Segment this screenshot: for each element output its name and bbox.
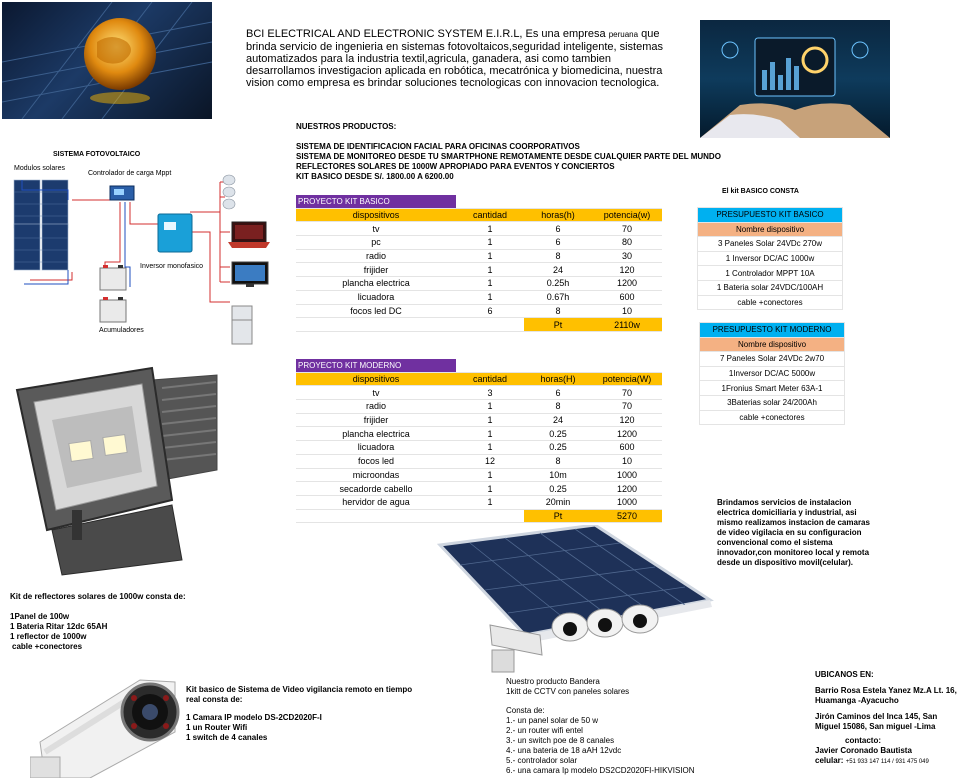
cell: 70 <box>592 386 662 400</box>
cell: 0.25h <box>524 277 592 291</box>
cell: 1 <box>456 413 524 427</box>
product-line: KIT BASICO DESDE S/. 1800.00 A 6200.00 <box>296 172 454 181</box>
cctv-item: 1 switch de 4 canales <box>186 733 268 742</box>
cell: 0.25 <box>524 427 592 441</box>
cell: 1 <box>456 263 524 277</box>
intro-line1b: que brinda <box>246 28 660 53</box>
cell: 600 <box>592 441 662 455</box>
cell: 1 <box>456 222 524 236</box>
cell: hervidor de agua <box>296 495 456 509</box>
budget-title: PRESUPUESTO KIT BASICO <box>698 208 843 223</box>
cell: radio <box>296 249 456 263</box>
cell: licuadora <box>296 441 456 455</box>
col-header: potencia(W) <box>592 372 662 386</box>
modern-kit-table <box>296 359 662 523</box>
cell: 0.67h <box>524 290 592 304</box>
col-header: potencia(w) <box>592 208 662 222</box>
basic-table-title: PROYECTO KIT BASICO <box>296 195 456 208</box>
cell: 1 <box>456 249 524 263</box>
budget-item: 7 Paneles Solar 24VDc 2w70 <box>700 352 845 367</box>
reflector-item: 1 reflector de 1000w <box>10 632 87 641</box>
col-header: dispositivos <box>296 372 456 386</box>
cell: 6 <box>524 222 592 236</box>
col-header: dispositivos <box>296 208 456 222</box>
flagship-item: 5.- controlador solar <box>506 756 578 765</box>
cell: 600 <box>592 290 662 304</box>
cell: 0.25 <box>524 441 592 455</box>
cell: 6 <box>524 236 592 250</box>
reflector-item: 1 Bateria Ritar 12dc 65AH <box>10 622 108 631</box>
cell: 1 <box>456 236 524 250</box>
pt-value: 5270 <box>592 509 662 523</box>
pv-diagram <box>10 172 280 347</box>
cell: pc <box>296 236 456 250</box>
cell: 80 <box>592 236 662 250</box>
laptop-globe-image <box>2 2 212 119</box>
col-header: horas(h) <box>524 208 592 222</box>
product-line: REFLECTORES SOLARES DE 1000W APROPIADO PARA EVENTOS Y CONCIERTOS <box>296 162 615 171</box>
col-header: cantidad <box>456 372 524 386</box>
cell: 24 <box>524 413 592 427</box>
contact-phone-row <box>815 756 957 767</box>
cell: plancha electrica <box>296 277 456 291</box>
flagship-subtitle: 1kitt de CCTV con paneles solares <box>506 687 630 696</box>
basic-kit-table <box>296 195 662 332</box>
pv-title: SISTEMA FOTOVOLTAICO <box>53 151 141 158</box>
product-line: SISTEMA DE MONITOREO DESDE TU SMARTPHONE REMOTAMENTE DESDE CUALQUIER PARTE DEL MUNDO <box>296 152 721 161</box>
cell: 30 <box>592 249 662 263</box>
col-header: cantidad <box>456 208 524 222</box>
cctv-kit <box>186 685 421 743</box>
cell: 6 <box>524 386 592 400</box>
contact-name: Javier Coronado Bautista <box>815 746 912 755</box>
budget-item: 1 Controlador MPPT 10A <box>698 266 843 281</box>
cctv-item: 1 un Router Wifi <box>186 723 248 732</box>
contact-label: contacto: <box>845 736 881 745</box>
table-row <box>296 427 662 441</box>
cell: 1000 <box>592 495 662 509</box>
cell: 1200 <box>592 277 662 291</box>
table-row <box>296 482 662 496</box>
cell: 120 <box>592 413 662 427</box>
cell: frijider <box>296 263 456 277</box>
cell: 1 <box>456 277 524 291</box>
flagship-item: 2.- un router wifi entel <box>506 726 583 735</box>
laptop-icon <box>228 222 270 248</box>
cell: 8 <box>524 400 592 414</box>
cell: 70 <box>592 400 662 414</box>
budget-item: cable +conectores <box>700 410 845 425</box>
reflector-kit <box>10 592 250 652</box>
cell: 10m <box>524 468 592 482</box>
table-row <box>296 468 662 482</box>
budget-item: 3 Paneles Solar 24VDc 270w <box>698 237 843 252</box>
cell: 1 <box>456 495 524 509</box>
cell: 1200 <box>592 482 662 496</box>
cell: 3 <box>456 386 524 400</box>
led-reflector-image <box>12 360 222 580</box>
col-header: horas(H) <box>524 372 592 386</box>
flagship-item: 1.- un panel solar de 50 w <box>506 716 599 725</box>
cell: 0.25 <box>524 482 592 496</box>
reflector-title: Kit de reflectores solares de 1000w consta de: <box>10 592 186 601</box>
pv-controller-label: Controlador de carga Mppt <box>88 170 172 177</box>
cell: focos led <box>296 454 456 468</box>
contact-section <box>815 670 957 767</box>
budget-header: Nombre dispositivo <box>698 222 843 237</box>
products-title: NUESTROS PRODUCTOS: <box>296 122 397 131</box>
table-row <box>296 277 662 291</box>
cell: 1 <box>456 427 524 441</box>
table-row <box>296 249 662 263</box>
cell: focos led DC <box>296 304 456 318</box>
address-huamanga: Barrio Rosa Estela Yanez Mz.A Lt. 16, Huamanga -Ayacucho <box>815 686 957 705</box>
flagship-item: 3.- un switch poe de 8 canales <box>506 736 615 745</box>
tech-hands-image <box>700 20 890 138</box>
ip-bullet-camera-image <box>30 672 180 778</box>
cell: 1 <box>456 400 524 414</box>
cctv-title: Kit basico de Sistema de Video vigilancia remoto en tiempo real consta de: <box>186 685 413 704</box>
kit-basic-budget-table <box>697 207 843 310</box>
cell: 1000 <box>592 468 662 482</box>
pv-batteries-label: Acumuladores <box>99 327 144 334</box>
intro-tag: peruana <box>608 30 639 39</box>
flagship-consta: Consta de: <box>506 706 545 715</box>
table-row <box>296 495 662 509</box>
cell: 1 <box>456 482 524 496</box>
services-text: Brindamos servicios de instalacion electrica domiciliaria y industrial, asi mismo realizamos instacion de camaras de video vigilacia en su configuracion convencional como el sistema innovador,con monitoreo local y remota desde un dispositivo movil(celular). <box>717 498 870 567</box>
budget-item: 1Fronius Smart Meter 63A-1 <box>700 381 845 396</box>
cell: 8 <box>524 304 592 318</box>
solar-panel-icon <box>14 180 68 270</box>
charge-controller-icon <box>110 186 134 200</box>
cell: 20min <box>524 495 592 509</box>
cell: plancha electrica <box>296 427 456 441</box>
cell: tv <box>296 386 456 400</box>
table-row <box>296 263 662 277</box>
product-line: SISTEMA DE IDENTIFICACION FACIAL PARA OFICINAS COORPORATIVOS <box>296 142 580 151</box>
budget-item: 1Inversor DC/AC 5000w <box>700 366 845 381</box>
table-row <box>296 236 662 250</box>
budget-item: 1 Bateria solar 24VDC/100AH <box>698 280 843 295</box>
tv-icon <box>232 262 268 287</box>
table-row <box>296 454 662 468</box>
cell: secadorde cabello <box>296 482 456 496</box>
battery-icon <box>100 265 126 322</box>
cell: 24 <box>524 263 592 277</box>
table-row <box>296 441 662 455</box>
cell: licuadora <box>296 290 456 304</box>
cctv-item: 1 Camara IP modelo DS-2CD2020F-I <box>186 713 322 722</box>
contact-title: UBICANOS EN: <box>815 670 874 679</box>
company-intro <box>246 28 666 89</box>
cell: 8 <box>524 454 592 468</box>
table-row <box>296 386 662 400</box>
table-row <box>296 400 662 414</box>
pv-panels-label: Modulos solares <box>14 165 65 172</box>
table-row <box>296 222 662 236</box>
phone-numbers: +51 933 147 114 / 931 475 049 <box>845 759 929 765</box>
flagship-item: 6.- una camara Ip modelo DS2CD2020FI-HIKVISION <box>506 766 695 775</box>
flagship-item: 4.- una bateria de 18 aAH 12vdc <box>506 746 622 755</box>
table-row <box>296 413 662 427</box>
pv-inverter-label: Inversor monofasico <box>140 263 204 270</box>
kit-basic-heading: El kit BASICO CONSTA <box>722 188 799 195</box>
cell: 12 <box>456 454 524 468</box>
table-row <box>296 290 662 304</box>
cell: 1 <box>456 441 524 455</box>
cell: 6 <box>456 304 524 318</box>
reflector-item: 1Panel de 100w <box>10 612 70 621</box>
products-section <box>296 122 721 182</box>
budget-item: cable +conectores <box>698 295 843 310</box>
cell: 1200 <box>592 427 662 441</box>
flagship-product <box>506 677 736 776</box>
pt-label: Pt <box>524 509 592 523</box>
budget-header: Nombre dispositivo <box>700 337 845 352</box>
cell: radio <box>296 400 456 414</box>
fridge-icon <box>232 306 252 344</box>
cell: microondas <box>296 468 456 482</box>
pt-label: Pt <box>524 318 592 332</box>
light-bulb-icon <box>223 175 235 209</box>
budget-title: PRESUPUESTO KIT MODERNO <box>700 323 845 338</box>
cell: 1 <box>456 468 524 482</box>
phone-label: celular: <box>815 756 844 765</box>
intro-line1a: BCI ELECTRICAL AND ELECTRONIC SYSTEM E.I.R.L, Es una empresa <box>246 28 606 40</box>
reflector-item: cable +conectores <box>12 642 83 651</box>
inverter-icon <box>158 214 192 252</box>
cell: 8 <box>524 249 592 263</box>
cell: frijider <box>296 413 456 427</box>
table-row <box>296 304 662 318</box>
intro-rest: servicio de ingenieria en sistemas fotovoltaicos,seguridad inteligente, sistemas automatizados para la industria textil,agricula, ganadera, asi como tambien desarrollamos investigacion aplicada en robótica, mecatrónica y biomedicina, nuestra vision como empresa es brindar soluciones tecnologicas con innovacion tecnologica. <box>246 41 664 89</box>
cell: tv <box>296 222 456 236</box>
kit-modern-budget-table <box>699 322 845 425</box>
cell: 10 <box>592 454 662 468</box>
pt-value: 2110w <box>592 318 662 332</box>
modern-table-title: PROYECTO KIT MODERNO <box>296 359 456 372</box>
cell: 10 <box>592 304 662 318</box>
cell: 1 <box>456 290 524 304</box>
flagship-title: Nuestro producto Bandera <box>506 677 600 686</box>
cell: 70 <box>592 222 662 236</box>
budget-item: 1 Inversor DC/AC 1000w <box>698 251 843 266</box>
solar-cctv-camera-image <box>430 525 715 675</box>
address-lima: Jirón Caminos del Inca 145, San Miguel 15086, San miguel -Lima <box>815 712 938 731</box>
cell: 120 <box>592 263 662 277</box>
budget-item: 3Baterias solar 24/200Ah <box>700 395 845 410</box>
